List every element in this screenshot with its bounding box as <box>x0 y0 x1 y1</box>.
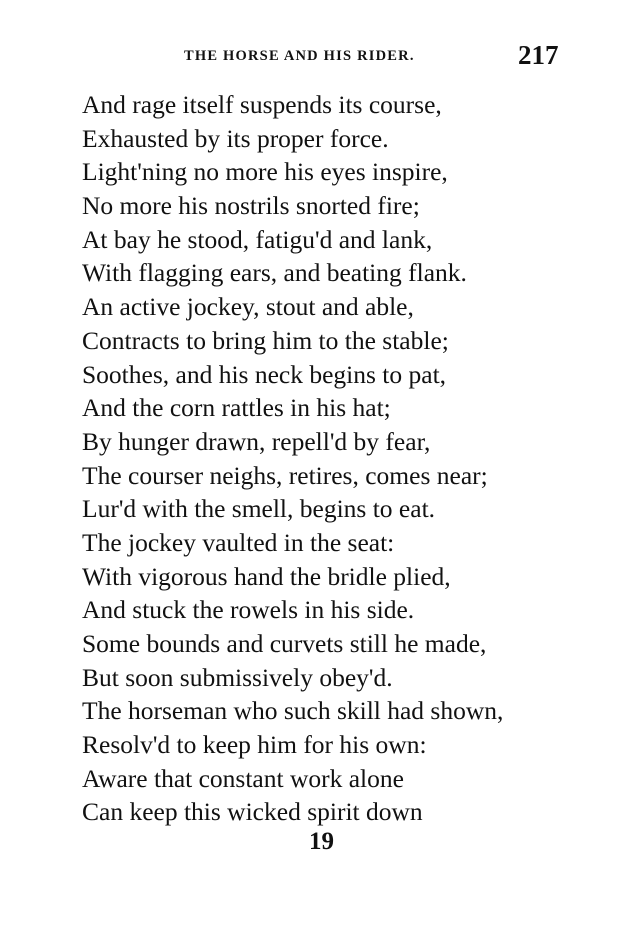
poem-line: And rage itself suspends its course, <box>82 90 442 119</box>
poem-line: Light'ning no more his eyes inspire, <box>82 157 448 187</box>
poem-line: And the corn rattles in his hat; <box>82 393 391 423</box>
poem-line: And stuck the rowels in his side. <box>82 595 415 625</box>
poem-line: Can keep this wicked spirit down <box>82 797 423 827</box>
page-number: 217 <box>518 40 559 70</box>
poem-line: No more his nostrils snorted fire; <box>82 191 420 221</box>
poem-line: But soon submissively obey'd. <box>82 662 393 692</box>
running-head <box>0 40 631 72</box>
poem-line: Resolv'd to keep him for his own: <box>82 730 427 760</box>
poem-line: The horseman who such skill had shown, <box>82 696 504 726</box>
poem-line: With flagging ears, and beating flank. <box>82 258 467 288</box>
poem-line: Aware that constant work alone <box>82 763 404 793</box>
poem-line: The courser neighs, retires, comes near; <box>82 460 488 490</box>
poem-line: An active jockey, stout and able, <box>82 292 414 322</box>
poem-line: Lur'd with the smell, begins to eat. <box>82 494 436 524</box>
poem-text <box>82 88 602 829</box>
poem-line: Some bounds and curvets still he made, <box>82 629 487 658</box>
signature-mark: 19 <box>309 828 334 855</box>
poem-line: Contracts to bring him to the stable; <box>82 325 449 355</box>
poem-line: The jockey vaulted in the seat: <box>82 527 395 557</box>
poem-line: With vigorous hand the bridle plied, <box>82 561 451 591</box>
poem-line: Exhausted by its proper force. <box>82 123 389 153</box>
poem-line: By hunger drawn, repell'd by fear, <box>82 426 431 456</box>
poem-line: At bay he stood, fatigu'd and lank, <box>82 224 433 254</box>
running-title: THE HORSE AND HIS RIDER. <box>184 48 415 64</box>
poem-line: Soothes, and his neck begins to pat, <box>82 359 447 389</box>
